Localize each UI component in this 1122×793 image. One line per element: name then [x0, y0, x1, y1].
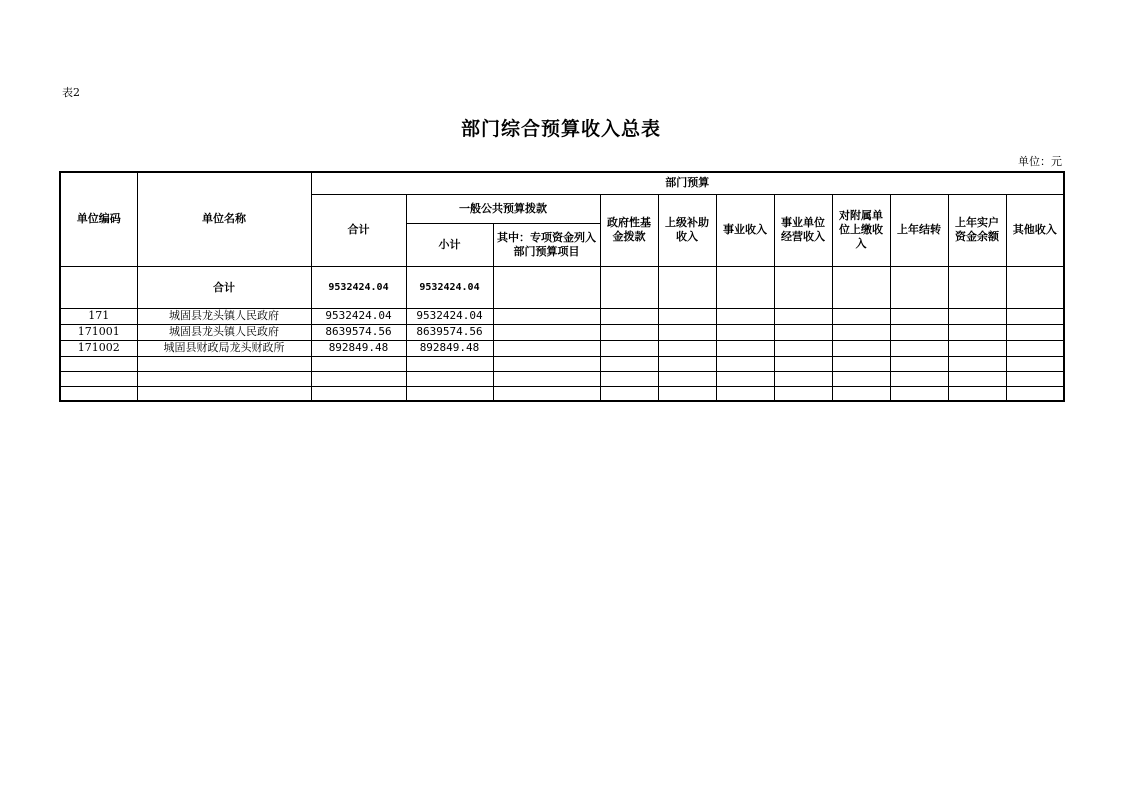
- row-total: 9532424.04: [311, 308, 406, 324]
- document-title: 部门综合预算收入总表: [460, 118, 661, 140]
- table-row: [60, 308, 1064, 324]
- unit-code: 171002: [60, 340, 137, 356]
- header-gov-fund: 政府性基金拨款: [600, 194, 658, 266]
- header-unit-name: 单位名称: [137, 172, 311, 266]
- header-dept-budget: 部门预算: [311, 172, 1064, 194]
- header-general-public-budget: 一般公共预算拨款: [406, 194, 600, 223]
- header-last-year-carryover: 上年结转: [890, 194, 948, 266]
- empty-row: [60, 356, 1064, 371]
- unit-note: 单位：元: [1018, 155, 1062, 168]
- header-institution-business: 事业单位经营收入: [774, 194, 832, 266]
- header-superior-subsidy: 上级补助收入: [658, 194, 716, 266]
- empty-row: [60, 386, 1064, 401]
- table-number: 表2: [62, 86, 80, 99]
- header-affiliated-turnover: 对附属单位上缴收入: [832, 194, 890, 266]
- row-subtotal: 9532424.04: [406, 308, 493, 324]
- empty-row: [60, 371, 1064, 386]
- unit-code: 171001: [60, 324, 137, 340]
- unit-name: 城固县龙头镇人民政府: [137, 308, 311, 324]
- header-subtotal: 小计: [406, 223, 493, 266]
- header-last-year-balance: 上年实户资金余额: [948, 194, 1006, 266]
- total-code-cell: [60, 266, 137, 308]
- header-special-funds: 其中：专项资金列入部门预算项目: [493, 223, 600, 266]
- unit-name: 城固县财政局龙头财政所: [137, 340, 311, 356]
- table-row: [60, 340, 1064, 356]
- row-subtotal: 8639574.56: [406, 324, 493, 340]
- budget-income-table: [59, 171, 1065, 402]
- header-other-income: 其他收入: [1006, 194, 1064, 266]
- total-row: [60, 266, 1064, 308]
- total-amount: 9532424.04: [311, 266, 406, 308]
- total-subtotal: 9532424.04: [406, 266, 493, 308]
- total-label: 合计: [137, 266, 311, 308]
- table-row: [60, 324, 1064, 340]
- header-total: 合计: [311, 194, 406, 266]
- row-total: 892849.48: [311, 340, 406, 356]
- header-unit-code: 单位编码: [60, 172, 137, 266]
- row-subtotal: 892849.48: [406, 340, 493, 356]
- row-total: 8639574.56: [311, 324, 406, 340]
- unit-name: 城固县龙头镇人民政府: [137, 324, 311, 340]
- header-institution-income: 事业收入: [716, 194, 774, 266]
- unit-code: 171: [60, 308, 137, 324]
